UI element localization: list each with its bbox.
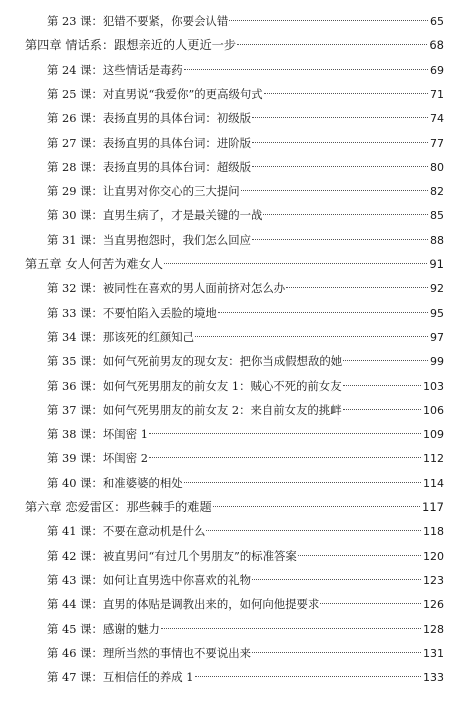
page-number: 131 [423, 646, 444, 660]
page-number: 114 [423, 476, 444, 490]
lesson-title: 第 40 课：和准婆婆的相处 [47, 475, 183, 490]
chapter-title: 第四章 情话系：跟想亲近的人更近一步 [25, 38, 237, 53]
dot-leader [206, 530, 421, 531]
toc-lesson-entry [47, 231, 444, 249]
toc-lesson-entry [47, 279, 444, 297]
dot-leader [237, 44, 427, 45]
dot-leader [252, 117, 428, 118]
page-number: 71 [430, 87, 444, 101]
dot-leader [264, 93, 428, 94]
toc-lesson-entry [47, 85, 444, 103]
toc-lesson-entry [47, 352, 444, 370]
page-number: 80 [430, 160, 444, 174]
page-number: 74 [430, 112, 444, 126]
page-number: 133 [423, 671, 444, 685]
dot-leader [343, 360, 428, 361]
page-number: 85 [430, 209, 444, 223]
page-number: 99 [430, 355, 444, 369]
lesson-title: 第 31 课：当直男抱怨时，我们怎么回应 [47, 232, 251, 247]
page-number: 103 [423, 379, 444, 393]
page-number: 109 [423, 428, 444, 442]
page-number: 65 [430, 15, 444, 28]
dot-leader [149, 457, 421, 458]
toc-lesson-entry [47, 547, 444, 565]
lesson-title: 第 28 课：表扬直男的具体台词：超级版 [47, 159, 251, 174]
page-number: 117 [422, 500, 444, 514]
lesson-title: 第 23 课：犯错不要紧，你要会认错 [47, 14, 229, 28]
page-number: 91 [429, 257, 444, 271]
toc-lesson-entry [47, 328, 444, 346]
lesson-title: 第 37 课：如何气死男朋友的前女友 2：来自前女友的挑衅 [47, 402, 342, 417]
dot-leader [195, 336, 428, 337]
toc-lesson-entry [47, 206, 444, 224]
lesson-title: 第 47 课：互相信任的养成 1 [47, 670, 194, 685]
lesson-title: 第 25 课：对直男说“我爱你”的更高级句式 [47, 86, 263, 101]
toc-chapter-entry [25, 255, 444, 273]
page-number: 68 [429, 38, 444, 53]
lesson-title: 第 46 课：理所当然的事情也不要说出来 [47, 645, 251, 660]
toc-lesson-entry [47, 449, 444, 467]
lesson-title: 第 39 课：坏闺密 2 [47, 451, 148, 466]
page-number: 95 [430, 306, 444, 320]
toc-lesson-entry [47, 644, 444, 662]
toc-lesson-entry [47, 158, 444, 176]
lesson-title: 第 42 课：被直男问“有过几个男朋友”的标准答案 [47, 548, 297, 563]
dot-leader [252, 652, 421, 653]
page-number: 88 [430, 233, 444, 247]
dot-leader [343, 385, 421, 386]
lesson-title: 第 44 课：直男的体贴是调教出来的，如何向他提要求 [47, 597, 320, 612]
dot-leader [184, 69, 428, 70]
lesson-title: 第 32 课：被同性在喜欢的男人面前挤对怎么办 [47, 281, 286, 296]
lesson-title: 第 34 课：那该死的红颜知己 [47, 329, 195, 344]
page-number: 97 [430, 330, 444, 344]
dot-leader [161, 628, 421, 629]
lesson-title: 第 33 课：不要怕陷入丢脸的境地 [47, 305, 217, 320]
dot-leader [343, 409, 421, 410]
dot-leader [229, 20, 428, 21]
toc-lesson-entry [47, 182, 444, 200]
dot-leader [252, 166, 428, 167]
lesson-title: 第 29 课：让直男对你交心的三大提问 [47, 184, 240, 199]
page-number: 112 [423, 452, 444, 466]
dot-leader [184, 482, 421, 483]
lesson-title: 第 36 课：如何气死男朋友的前女友 1：贼心不死的前女友 [47, 378, 342, 393]
page-number: 69 [430, 63, 444, 77]
dot-leader [320, 603, 421, 604]
page-number: 126 [423, 598, 444, 612]
lesson-title: 第 26 课：表扬直男的具体台词：初级版 [47, 111, 251, 126]
lesson-title: 第 30 课：直男生病了，才是最关键的一战 [47, 208, 263, 223]
page-number: 106 [423, 403, 444, 417]
toc-lesson-entry [47, 474, 444, 492]
chapter-title: 第五章 女人何苦为难女人 [25, 257, 163, 271]
dot-leader [263, 214, 428, 215]
page-number: 123 [423, 573, 444, 587]
toc-lesson-entry [47, 61, 444, 79]
dot-leader [218, 312, 428, 313]
lesson-title: 第 38 课：坏闺密 1 [47, 427, 148, 442]
lesson-title: 第 27 课：表扬直男的具体台词：进阶版 [47, 135, 251, 150]
page-number: 118 [423, 525, 444, 539]
dot-leader [149, 433, 421, 434]
page-number: 120 [423, 549, 444, 563]
toc-lesson-entry [47, 571, 444, 589]
dot-leader [213, 506, 420, 507]
page-number: 82 [430, 185, 444, 199]
dot-leader [241, 190, 428, 191]
lesson-title: 第 43 课：如何让直男选中你喜欢的礼物 [47, 572, 251, 587]
dot-leader [252, 239, 428, 240]
page-number: 128 [423, 622, 444, 636]
lesson-title: 第 35 课：如何气死前男友的现女友：把你当成假想敌的她 [47, 354, 343, 369]
toc-chapter-entry [25, 36, 444, 54]
lesson-title: 第 41 课：不要在意动机是什么 [47, 524, 206, 539]
dot-leader [286, 287, 428, 288]
toc-lesson-entry [47, 595, 444, 613]
toc-lesson-entry [47, 668, 444, 686]
toc-lesson-entry [47, 401, 444, 419]
toc-chapter-entry [25, 498, 444, 516]
dot-leader [252, 579, 421, 580]
page-number: 77 [430, 136, 444, 150]
dot-leader [298, 555, 421, 556]
dot-leader [164, 263, 427, 264]
toc-lesson-entry [47, 522, 444, 540]
dot-leader [252, 142, 428, 143]
lesson-title: 第 45 课：感谢的魅力 [47, 621, 160, 636]
lesson-title: 第 24 课：这些情话是毒药 [47, 62, 183, 77]
toc-lesson-entry [47, 620, 444, 638]
chapter-title: 第六章 恋爱雷区：那些棘手的难题 [25, 500, 212, 514]
page-number: 92 [430, 282, 444, 296]
toc-lesson-entry [47, 377, 444, 395]
toc-lesson-entry [47, 109, 444, 127]
dot-leader [195, 676, 421, 677]
toc-lesson-entry [47, 12, 444, 30]
toc-lesson-entry [47, 425, 444, 443]
toc-lesson-entry [47, 304, 444, 322]
toc-lesson-entry [47, 134, 444, 152]
